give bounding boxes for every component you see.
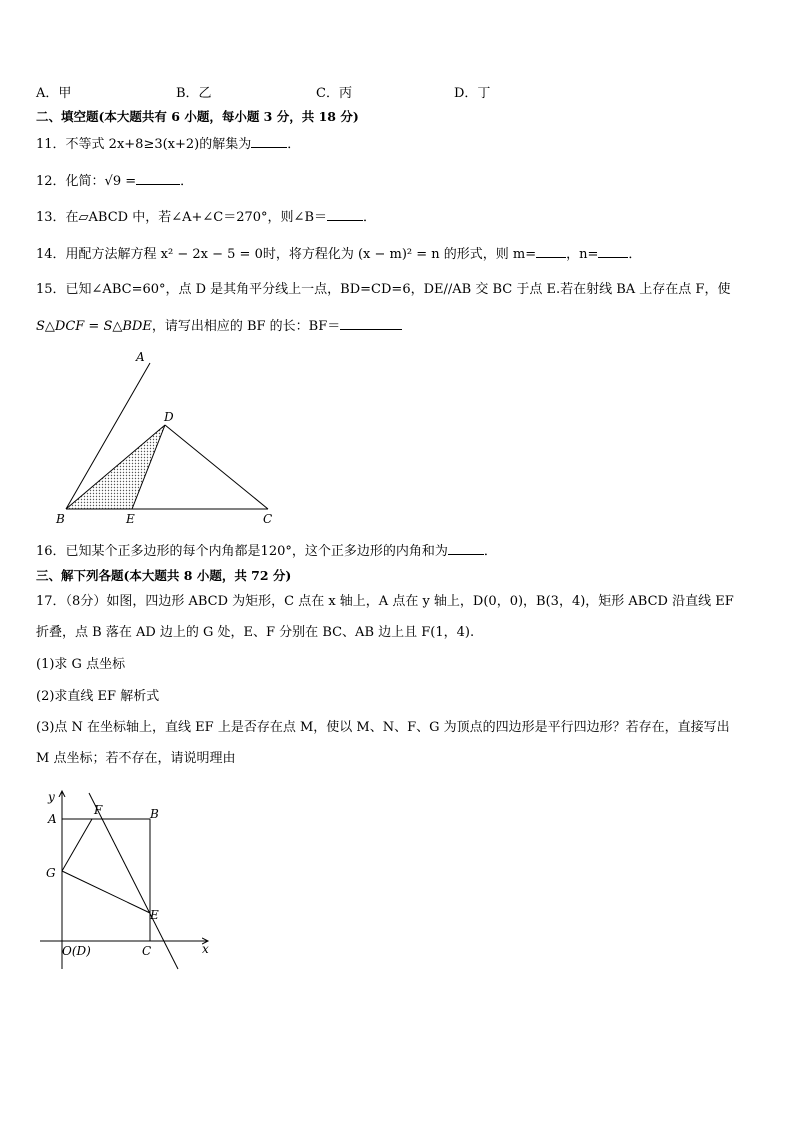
- label-a: A: [48, 812, 57, 826]
- q12-answer-blank[interactable]: [136, 172, 180, 185]
- question-11: [36, 135, 300, 154]
- question-17-part-1: (1)求 G 点坐标: [36, 657, 126, 672]
- q14-n-blank[interactable]: [598, 245, 628, 258]
- question-16: [36, 542, 497, 561]
- question-15-line-1: 15．已知∠ABC=60°，点 D 是其角平分线上一点，BD=CD=6，DE//AB 交 BC 于点 E.若在射线 BA 上存在点 F，使: [36, 282, 731, 297]
- q14-m-blank[interactable]: [536, 245, 566, 258]
- label-a: A: [136, 350, 145, 364]
- q11-suffix: ．: [287, 137, 301, 152]
- segment-ge: [62, 871, 150, 913]
- q13-answer-blank[interactable]: [327, 208, 363, 221]
- label-e: E: [150, 908, 159, 922]
- section-2-title: 二、填空题(本大题共有 6 小题，每小题 3 分，共 18 分): [36, 109, 359, 124]
- q13-suffix: ．: [363, 210, 377, 225]
- question-14: [36, 245, 641, 264]
- label-c: C: [142, 944, 152, 958]
- section-3-title: 三、解下列各题(本大题共 8 小题，共 72 分): [36, 568, 292, 583]
- option-a: A．甲: [36, 86, 72, 101]
- option-d: D．丁: [454, 86, 491, 101]
- question-17-part-3-line-1: (3)点 N 在坐标轴上，直线 EF 上是否存在点 M，使以 M、N、F、G 为顶点的四边形是平行四边形？若存在，直接写出: [36, 720, 730, 735]
- label-origin: O(D): [62, 944, 91, 958]
- figure-angle-bisector: [50, 345, 290, 530]
- question-17-line-1: 17．（8分）如图，四边形 ABCD 为矩形，C 点在 x 轴上，A 点在 y 轴上，D(0，0)，B(3，4)，矩形 ABCD 沿直线 EF: [36, 594, 734, 609]
- question-15-line-2: [36, 317, 402, 336]
- q14-text: 14．用配方法解方程 x² − 2x − 5 = 0时，将方程化为 (x − m)² = n 的形式，则 m=: [36, 247, 537, 262]
- q14-mid: ，n=: [566, 247, 599, 262]
- label-b: B: [150, 807, 159, 821]
- label-y: y: [48, 790, 55, 804]
- q16-answer-blank[interactable]: [448, 542, 484, 555]
- q15-answer-blank[interactable]: [340, 317, 402, 330]
- question-17-part-2: (2)求直线 EF 解析式: [36, 689, 160, 704]
- q12-text: 12．化简：: [36, 174, 105, 189]
- q11-answer-blank[interactable]: [251, 135, 287, 148]
- label-b: B: [56, 512, 65, 526]
- q15-text: ，请写出相应的 BF 的长：BF＝: [151, 319, 341, 334]
- segment-dc: [165, 425, 268, 509]
- q16-suffix: ．: [483, 544, 497, 559]
- label-f: F: [94, 803, 103, 817]
- q14-suffix: ．: [628, 247, 642, 262]
- rectangle-abcd: [62, 819, 150, 941]
- figure-coordinate-rectangle: [36, 785, 226, 975]
- question-12: [36, 172, 193, 191]
- segment-gf: [62, 819, 92, 871]
- q13-text: 13．在▱ABCD 中，若∠A+∠C＝270°，则∠B＝: [36, 210, 327, 225]
- label-c: C: [263, 512, 273, 526]
- q15-area-equation: S△DCF = S△BDE: [36, 319, 152, 334]
- label-e: E: [126, 512, 135, 526]
- label-g: G: [46, 866, 56, 880]
- question-17-line-2: 折叠，点 B 落在 AD 边上的 G 处，E、F 分别在 BC、AB 边上且 F(1，4).: [36, 625, 475, 640]
- label-x: x: [202, 942, 209, 956]
- q11-text: 11．不等式 2x+8≥3(x+2)的解集为: [36, 137, 252, 152]
- q12-suffix: ．: [180, 174, 194, 189]
- option-c: C．丙: [316, 86, 352, 101]
- option-b: B．乙: [176, 86, 212, 101]
- label-d: D: [164, 410, 174, 424]
- question-17-part-3-line-2: M 点坐标；若不存在，请说明理由: [36, 751, 236, 766]
- q12-expression: √9 =: [104, 174, 137, 189]
- q16-text: 16．已知某个正多边形的每个内角都是120°，这个正多边形的内角和为: [36, 544, 448, 559]
- question-13: [36, 208, 376, 227]
